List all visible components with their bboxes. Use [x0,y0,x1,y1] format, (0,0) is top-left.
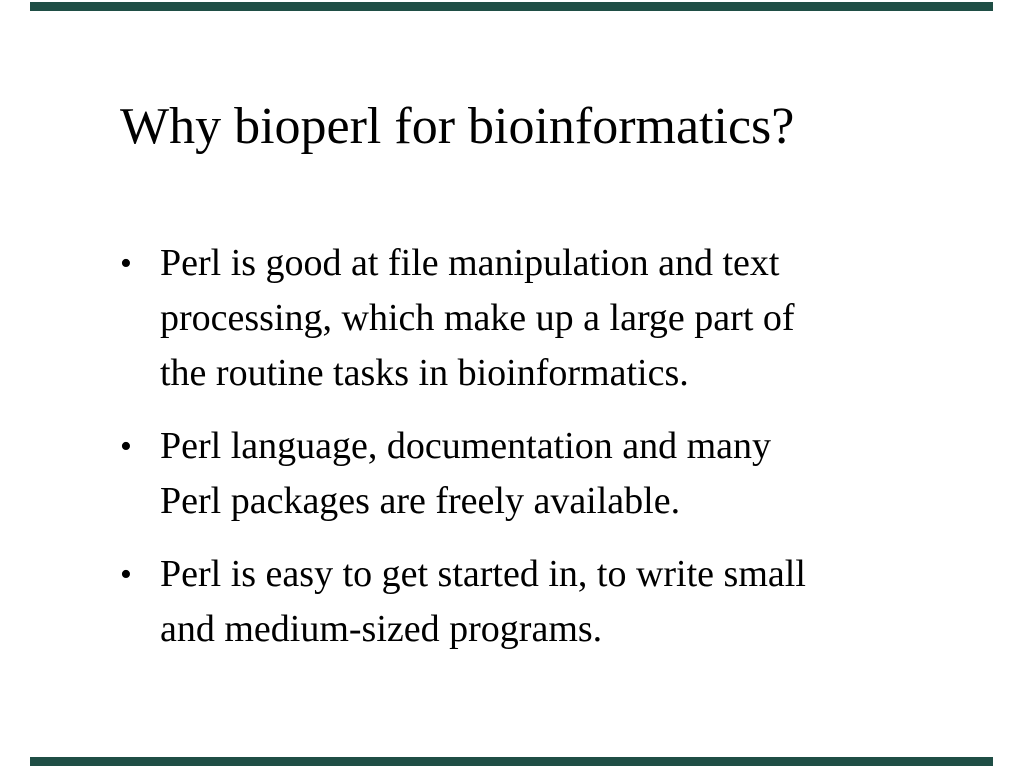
bullet-text [160,236,930,401]
top-accent-bar [30,2,993,11]
bullet-item [120,236,930,401]
bullet-item [120,419,930,529]
bullet-line: Perl language, documentation and many [160,425,771,467]
bullet-line: Perl is good at file manipulation and text [160,242,780,284]
bullet-marker: • [120,428,132,465]
bullet-marker: • [120,245,132,282]
bullet-list [120,236,930,675]
bullet-text [160,419,930,529]
slide-title: Why bioperl for bioinformatics? [120,98,795,155]
bullet-line: the routine tasks in bioinformatics. [160,352,689,394]
bullet-line: and medium-sized programs. [160,608,603,650]
bullet-line: Perl is easy to get started in, to write small [160,553,806,595]
bullet-text [160,547,930,657]
bullet-line: Perl packages are freely available. [160,480,681,522]
bullet-line: processing, which make up a large part of [160,297,795,339]
bullet-item [120,547,930,657]
bullet-marker: • [120,556,132,593]
bottom-accent-bar [30,757,993,766]
